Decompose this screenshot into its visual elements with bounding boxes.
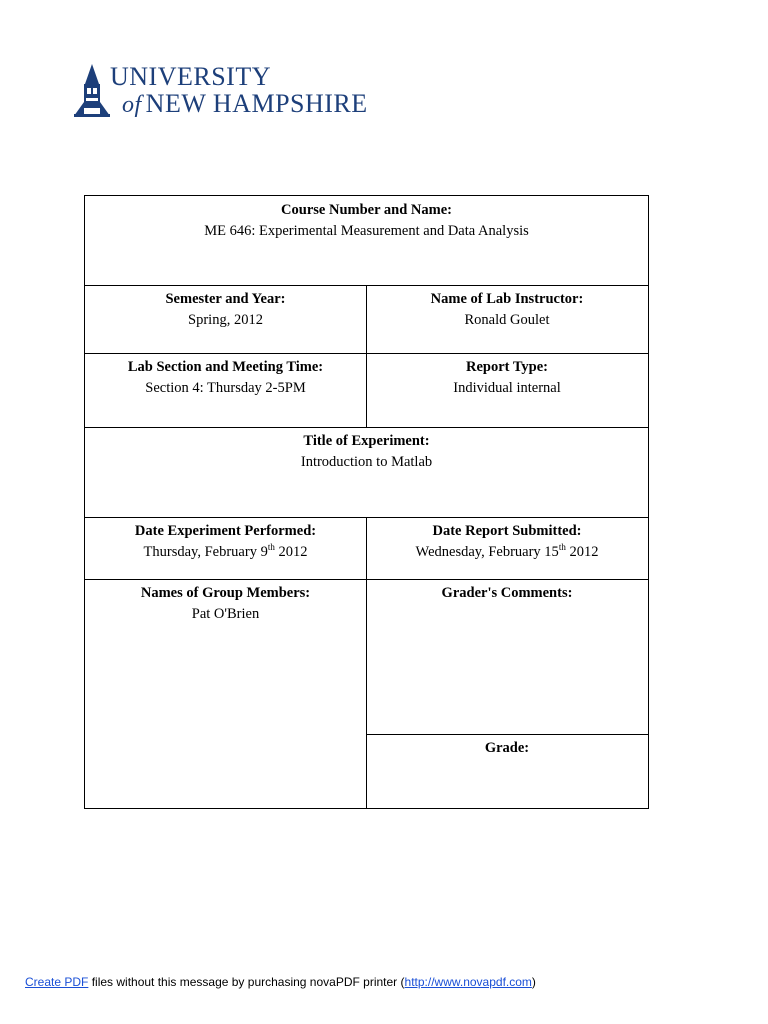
university-logo bbox=[72, 62, 368, 122]
section-label: Lab Section and Meeting Time: bbox=[127, 359, 324, 375]
group-members-cell bbox=[85, 579, 366, 809]
title-label: Title of Experiment: bbox=[303, 433, 430, 449]
date-submitted-label: Date Report Submitted: bbox=[432, 523, 582, 539]
instructor-value: Ronald Goulet bbox=[464, 312, 550, 328]
footer-middle-text: files without this message by purchasing novaPDF printer ( bbox=[88, 975, 405, 989]
logo-line-new-hampshire bbox=[122, 90, 368, 119]
date-submitted-suffix: 2012 bbox=[565, 544, 599, 560]
section-value: Section 4: Thursday 2-5PM bbox=[145, 380, 306, 396]
novapdf-footer bbox=[25, 975, 536, 989]
date-submitted-cell bbox=[366, 517, 648, 579]
title-value: Introduction to Matlab bbox=[300, 454, 433, 470]
course-label: Course Number and Name: bbox=[281, 202, 452, 218]
semester-label: Semester and Year: bbox=[165, 291, 286, 307]
instructor-label: Name of Lab Instructor: bbox=[430, 291, 584, 307]
semester-value: Spring, 2012 bbox=[188, 312, 263, 328]
grader-comments-cell bbox=[366, 579, 648, 734]
logo-of: of bbox=[122, 92, 142, 118]
date-performed-cell bbox=[85, 517, 366, 579]
report-type-value: Individual internal bbox=[453, 380, 561, 396]
semester-cell bbox=[85, 285, 366, 353]
group-members-label: Names of Group Members: bbox=[140, 585, 311, 601]
create-pdf-link[interactable]: Create PDF bbox=[25, 975, 89, 989]
date-performed-label: Date Experiment Performed: bbox=[134, 523, 317, 539]
grade-cell bbox=[366, 734, 648, 809]
report-type-label: Report Type: bbox=[465, 359, 549, 375]
section-cell bbox=[85, 353, 366, 427]
report-type-cell bbox=[366, 353, 648, 427]
group-members-value: Pat O'Brien bbox=[191, 606, 260, 622]
footer-end-text: ) bbox=[531, 975, 536, 989]
date-submitted-prefix: Wednesday, February 15 bbox=[415, 544, 559, 560]
logo-line-university: UNIVERSITY bbox=[110, 62, 271, 91]
building-tower-icon bbox=[72, 62, 112, 118]
lab-report-cover-form bbox=[84, 195, 649, 809]
grade-label: Grade: bbox=[484, 740, 530, 756]
logo-new-hampshire: NEW HAMPSHIRE bbox=[145, 89, 368, 118]
date-submitted-sup: th bbox=[558, 542, 566, 553]
novapdf-url-link[interactable]: http://www.novapdf.com bbox=[404, 975, 532, 989]
course-cell bbox=[85, 196, 648, 285]
date-performed-value bbox=[85, 542, 366, 562]
date-performed-prefix: Thursday, February 9 bbox=[143, 544, 268, 560]
grader-comments-label: Grader's Comments: bbox=[441, 585, 573, 601]
date-submitted-value bbox=[366, 542, 648, 562]
instructor-cell bbox=[366, 285, 648, 353]
course-value: ME 646: Experimental Measurement and Data Analysis bbox=[204, 223, 529, 239]
title-cell bbox=[85, 427, 648, 517]
date-performed-suffix: 2012 bbox=[274, 544, 308, 560]
date-performed-sup: th bbox=[267, 542, 275, 553]
